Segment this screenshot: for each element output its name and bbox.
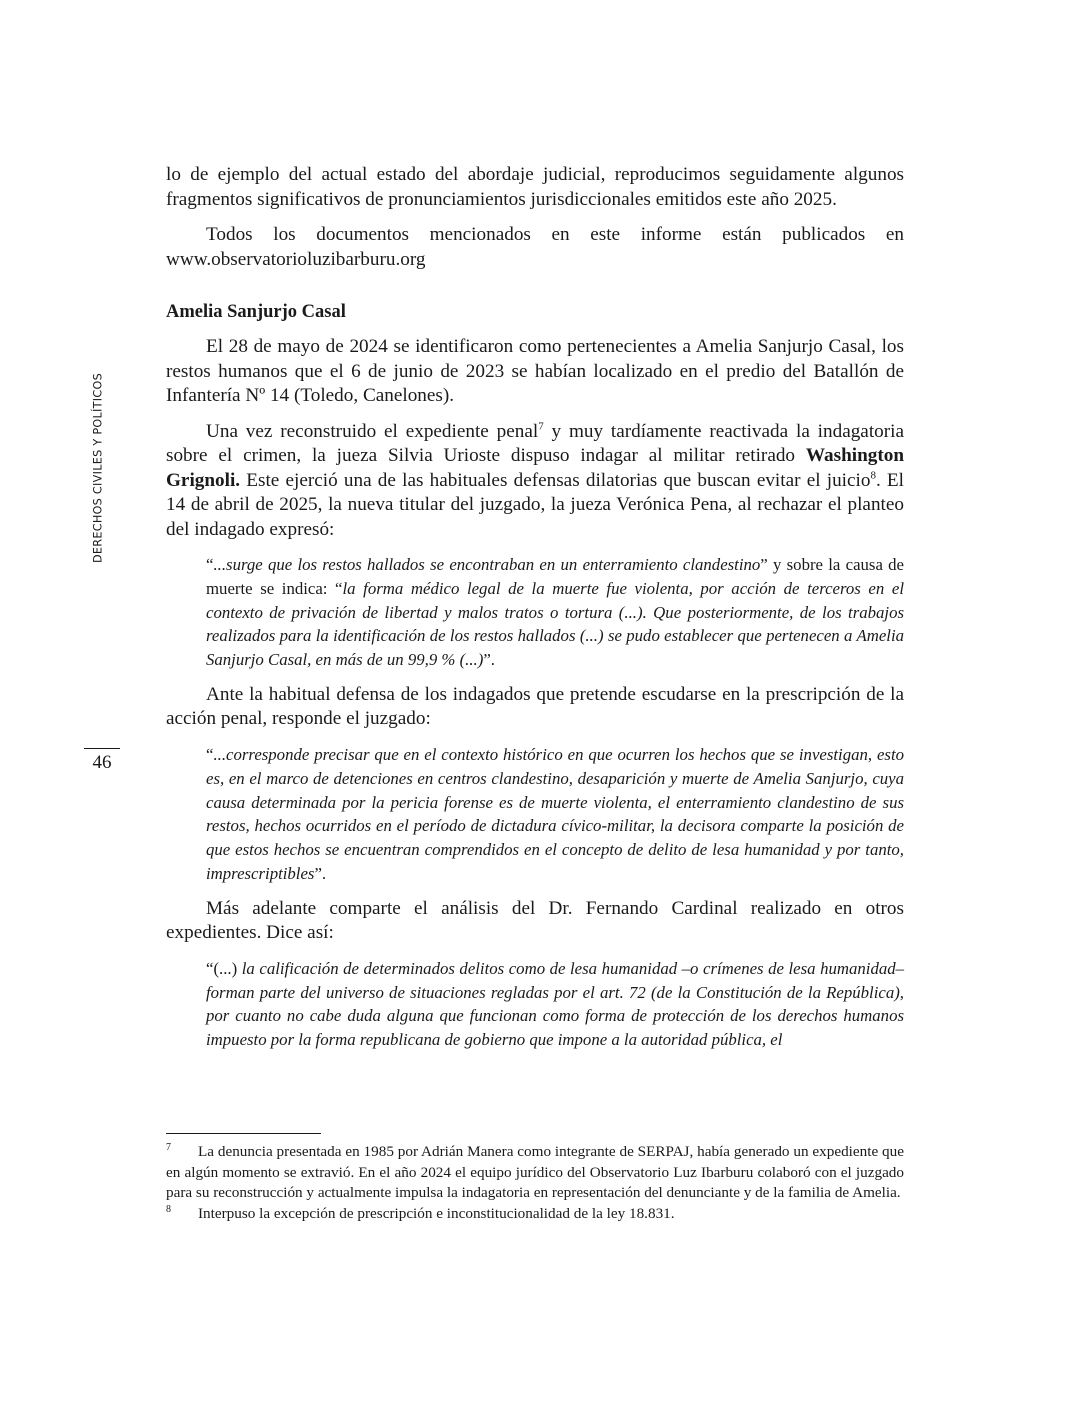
footnotes-section (166, 1133, 904, 1224)
expediente-text-4: . El 14 de abril de 2025, la nueva titular del juzgado, la jueza Verónica Pena, al rechazar el planteo del indagado expresó: (166, 469, 904, 540)
quote-close: ”. (314, 863, 327, 883)
prescription-paragraph: Ante la habitual defensa de los indagados que pretende escudarse en la prescripción de la acción penal, responde el juzgado: (166, 683, 904, 730)
expediente-text-1: Una vez reconstruido el expediente penal (206, 420, 539, 442)
quote-open: “ (206, 744, 214, 764)
quote-open: “(...) (206, 958, 242, 978)
footnote-ref-8[interactable]: 8 (870, 469, 876, 482)
page-number-rule (84, 748, 120, 749)
footnote-text: La denuncia presentada en 1985 por Adrián Manera como integrante de SERPAJ, había generado un expediente que en algún momento se extravió. En el año 2024 el equipo jurídico del Observatorio Luz Ibarburu colaboró con el juzgado para su reconstrucción y actualmente impulsa la indagatoria en representación del denunciante y de la familia de Amelia. (166, 1143, 904, 1201)
documents-paragraph (166, 223, 904, 272)
quote-italic: ...corresponde precisar que en el contexto histórico en que ocurren los hechos que se investigan, esto es, en el marco de detenciones en centros clandestino, desaparición y muerte de Amelia Sanjurjo, cuya causa determinada por la pericia forense es de muerte violenta, el enterramiento clandestino de sus restos, hechos ocurridos en el período de dictadura cívico-militar, la decisora comparte la posición de que estos hechos se encuentran comprendidos en el concepto de delito de lesa humanidad y por tanto, imprescriptibles (206, 744, 904, 883)
expediente-text-2: y muy tardíamente reactivada la indagatoria sobre el crimen, la jueza Silvia Urioste dispuso indagar al militar retirado (166, 420, 904, 466)
expediente-paragraph (166, 420, 904, 543)
court-quote-2 (206, 743, 904, 886)
defendant-name: Washington Grignoli. (166, 445, 904, 491)
section-side-label: DERECHOS CIVILES Y POLÍTICOS (91, 373, 105, 563)
page-number: 46 (92, 752, 112, 773)
footnote-ref-7[interactable]: 7 (538, 420, 544, 433)
footnote-mark: 7 (166, 1142, 171, 1153)
section-heading: Amelia Sanjurjo Casal (166, 302, 346, 322)
expediente-text-3: Este ejerció una de las habituales defensas dilatorias que buscan evitar el juicio (240, 469, 871, 491)
footnote-mark: 8 (166, 1203, 171, 1215)
intro-paragraph: lo de ejemplo del actual estado del abordaje judicial, reproducimos seguidamente algunos fragmentos significativos de pronunciamientos jurisdiccionales emitidos este año 2025. (166, 164, 904, 210)
documents-text: Todos los documentos mencionados en este informe están publicados en www.observatorioluzibarburu.org (166, 224, 904, 270)
footnote-7 (166, 1142, 904, 1204)
footnote-8 (166, 1204, 904, 1225)
main-text-column (166, 163, 904, 1052)
quote-close: ”. (483, 650, 495, 670)
quote-italic: la calificación de determinados delitos como de lesa humanidad –o crímenes de lesa humanidad– forman parte del universo de situaciones regladas por el art. 72 (de la Constitución de la República), por cuanto no cabe duda alguna que funcionan como forma de protección de los derechos humanos impuesto por la forma republicana de gobierno que impone a la autoridad pública, el (206, 958, 905, 1050)
cardinal-paragraph: Más adelante comparte el análisis del Dr. Fernando Cardinal realizado en otros expedientes. Dice así: (166, 897, 904, 944)
quote-open: “ (206, 555, 214, 574)
quote-mid: ” y sobre la causa de muerte se indica: “ (206, 555, 904, 598)
quote-italic-1: ...surge que los restos hallados se encontraban en un enterramiento clandestino (213, 555, 761, 574)
court-quote-1 (206, 553, 904, 672)
identification-paragraph: El 28 de mayo de 2024 se identificaron como pertenecientes a Amelia Sanjurjo Casal, los restos humanos que el 6 de junio de 2023 se habían localizado en el predio del Batallón de Infantería Nº 14 (Toledo, Canelones). (166, 336, 904, 406)
footnote-rule (166, 1133, 321, 1134)
court-quote-3 (206, 957, 904, 1052)
quote-italic-2: la forma médico legal de la muerte fue violenta, por acción de terceros en el contexto de privación de libertad y malos tratos o tortura (...). Que posteriormente, de los trabajos realizados para la identificación de los restos hallados (...) se pudo establecer que pertenecen a Amelia Sanjurjo Casal, en más de un 99,9 % (...) (206, 578, 904, 670)
footnote-text: Interpuso la excepción de prescripción e inconstitucionalidad de la ley 18.831. (198, 1204, 675, 1222)
